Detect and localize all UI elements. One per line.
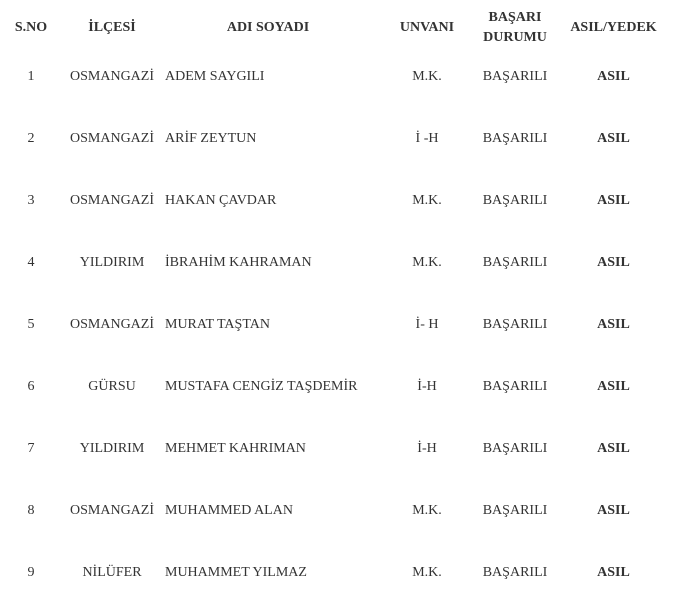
cell-ilce: OSMANGAZİ [70, 193, 154, 208]
cell-unvan: M.K. [412, 193, 442, 208]
header-unvani: UNVANI [399, 20, 455, 35]
cell-sno: 2 [27, 131, 35, 146]
cell-unvan: İ-H [417, 441, 437, 456]
cell-durum: ASIL [597, 131, 630, 146]
cell-name: MUHAMMED ALAN [165, 503, 293, 518]
cell-basari: BAŞARILI [482, 503, 548, 518]
table-row [0, 552, 677, 614]
cell-unvan: M.K. [412, 565, 442, 580]
cell-name: HAKAN ÇAVDAR [165, 193, 277, 208]
header-ilcesi: İLÇESİ [88, 20, 136, 35]
cell-sno: 8 [27, 503, 35, 518]
cell-ilce: YILDIRIM [79, 255, 145, 270]
cell-sno: 6 [27, 379, 35, 394]
cell-name: ADEM SAYGILI [165, 69, 265, 84]
cell-name: MEHMET KAHRIMAN [165, 441, 306, 456]
cell-unvan: M.K. [412, 255, 442, 270]
cell-basari: BAŞARILI [482, 255, 548, 270]
cell-sno: 7 [27, 441, 35, 456]
cell-unvan: M.K. [412, 503, 442, 518]
cell-basari: BAŞARILI [482, 379, 548, 394]
cell-durum: ASIL [597, 193, 630, 208]
cell-basari: BAŞARILI [482, 193, 548, 208]
cell-ilce: YILDIRIM [79, 441, 145, 456]
cell-durum: ASIL [597, 317, 630, 332]
cell-sno: 3 [27, 193, 35, 208]
cell-name: MUHAMMET YILMAZ [165, 565, 307, 580]
cell-unvan: M.K. [412, 69, 442, 84]
cell-ilce: OSMANGAZİ [70, 69, 154, 84]
cell-sno: 5 [27, 317, 35, 332]
cell-basari: BAŞARILI [482, 69, 548, 84]
cell-ilce: OSMANGAZİ [70, 317, 154, 332]
cell-ilce: OSMANGAZİ [70, 131, 154, 146]
cell-ilce: NİLÜFER [82, 565, 142, 580]
cell-sno: 1 [27, 69, 35, 84]
cell-basari: BAŞARILI [482, 565, 548, 580]
cell-unvan: İ- H [415, 317, 439, 332]
cell-sno: 4 [27, 255, 35, 270]
header-adi-soyadi: ADI SOYADI [226, 20, 310, 35]
cell-durum: ASIL [597, 565, 630, 580]
cell-name: MURAT TAŞTAN [165, 317, 270, 332]
header-basari-line1: BAŞARI [488, 10, 542, 25]
cell-basari: BAŞARILI [482, 441, 548, 456]
cell-name: İBRAHİM KAHRAMAN [165, 255, 312, 270]
cell-durum: ASIL [597, 69, 630, 84]
cell-ilce: GÜRSU [88, 379, 136, 394]
cell-name: MUSTAFA CENGİZ TAŞDEMİR [165, 379, 358, 394]
cell-basari: BAŞARILI [482, 131, 548, 146]
cell-durum: ASIL [597, 441, 630, 456]
cell-unvan: İ -H [415, 131, 439, 146]
header-sno: S.NO [14, 20, 48, 35]
cell-unvan: İ-H [417, 379, 437, 394]
cell-durum: ASIL [597, 255, 630, 270]
cell-durum: ASIL [597, 503, 630, 518]
cell-basari: BAŞARILI [482, 317, 548, 332]
header-basari-line2: DURUMU [483, 30, 547, 45]
cell-sno: 9 [27, 565, 35, 580]
cell-durum: ASIL [597, 379, 630, 394]
header-asil-yedek: ASIL/YEDEK [570, 20, 657, 35]
cell-ilce: OSMANGAZİ [70, 503, 154, 518]
cell-name: ARİF ZEYTUN [165, 131, 257, 146]
